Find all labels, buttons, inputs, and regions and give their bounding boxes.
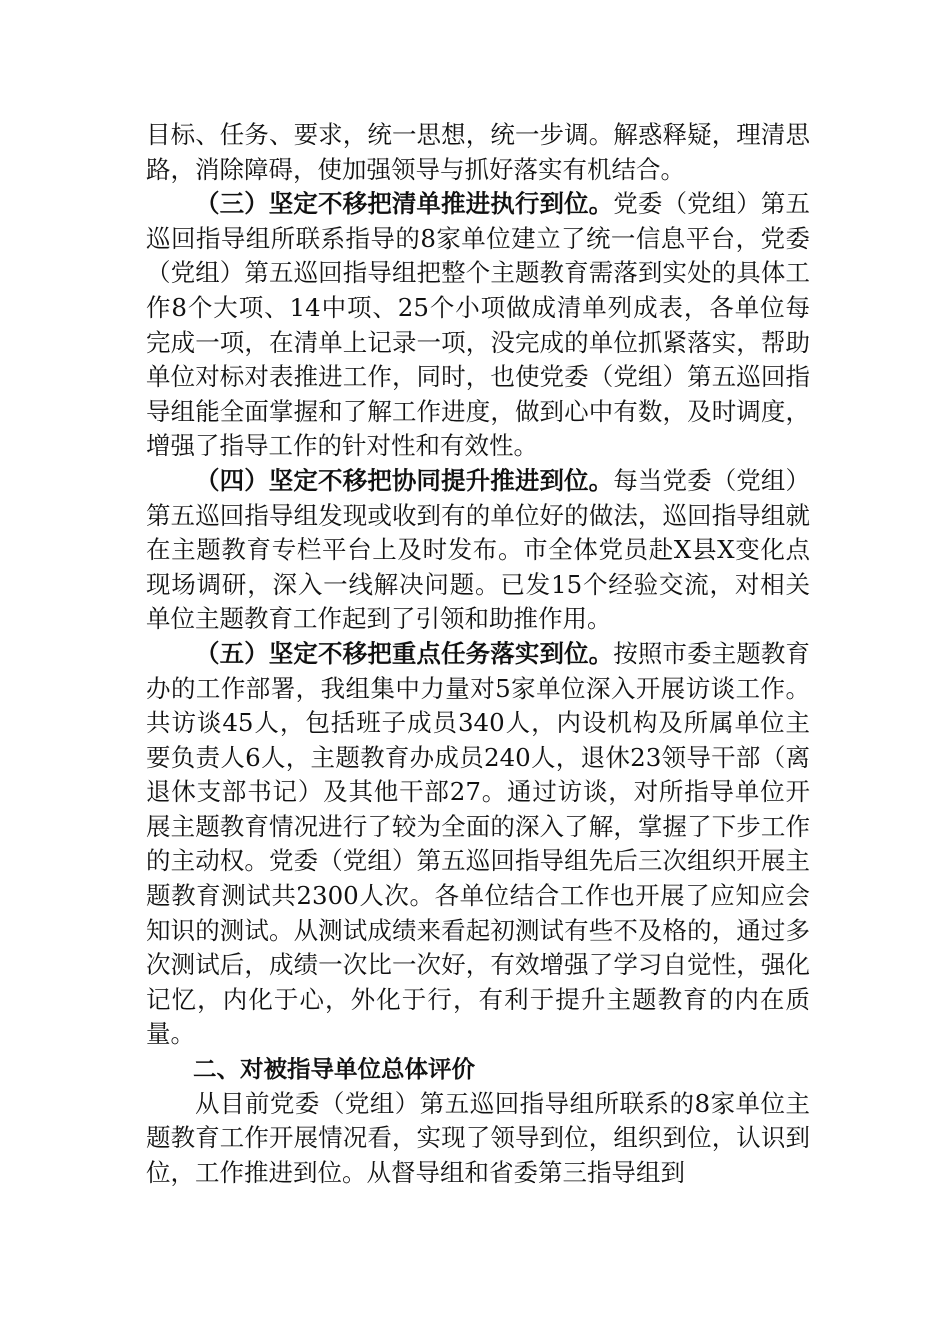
paragraph-heading: （三）坚定不移把清单推进执行到位。	[195, 189, 614, 219]
paragraph-body: 按照市委主题教育办的工作部署，我组集中力量对5家单位深入开展访谈工作。共访谈45人，包括班子成员340人，内设机构及所属单位主要负责人6人，主题教育办成员240人，退休23领导干部（离退休支部书记）及其他干部27。通过访谈，对所指导单位开展主题教育情况进行了较为全面的深入了解，掌握了下步工作的主动权。党委（党组）第五巡回指导组先后三次组织开展主题教育测试共2300人次。各单位结合工作也开展了应知应会知识的测试。从测试成绩来看起初测试有些不及格的，通过多次测试后，成绩一次比一次好，有效增强了学习自觉性，强化记忆，内化于心，外化于行，有利于提升主题教育的内在质量。	[146, 638, 811, 1049]
paragraph-heading: （五）坚定不移把重点任务落实到位。	[195, 638, 614, 668]
section-heading: 二、对被指导单位总体评价	[193, 1055, 475, 1084]
paragraph-overall-evaluation: 从目前党委（党组）第五巡回指导组所联系的8家单位主题教育工作开展情况看，实现了领导到位，组织到位，认识到位，工作推进到位。从督导组和省委第三指导组到	[146, 1088, 810, 1187]
paragraph-continuation	[146, 118, 810, 187]
paragraph-key-tasks	[146, 637, 810, 1052]
paragraph-checklist	[146, 187, 810, 464]
paragraph-body: 每当党委（党组）第五巡回指导组发现或收到有的单位好的做法，巡回指导组就在主题教育专栏平台上及时发布。市全体党员赴X县X变化点现场调研，深入一线解决问题。已发15个经验交流，对相关单位主题教育工作起到了引领和助推作用。	[146, 465, 811, 634]
paragraph-body: 党委（党组）第五巡回指导组所联系指导的8家单位建立了统一信息平台，党委（党组）第五巡回指导组把整个主题教育需落到实处的具体工作8个大项、14中项、25个小项做成清单列成表，各单位每完成一项，在清单上记录一项，没完成的单位抓紧落实，帮助单位对标对表推进工作，同时，也使党委（党组）第五巡回指导组能全面掌握和了解工作进度，做到心中有数，及时调度，增强了指导工作的针对性和有效性。	[146, 189, 811, 461]
paragraph-coordination	[146, 464, 810, 637]
paragraph-heading: （四）坚定不移把协同提升推进到位。	[195, 465, 614, 495]
paragraph-body: 目标、任务、要求，统一思想，统一步调。解惑释疑，理清思路，消除障碍，使加强领导与抓好落实有机结合。	[146, 120, 810, 184]
document-page	[146, 118, 810, 1190]
